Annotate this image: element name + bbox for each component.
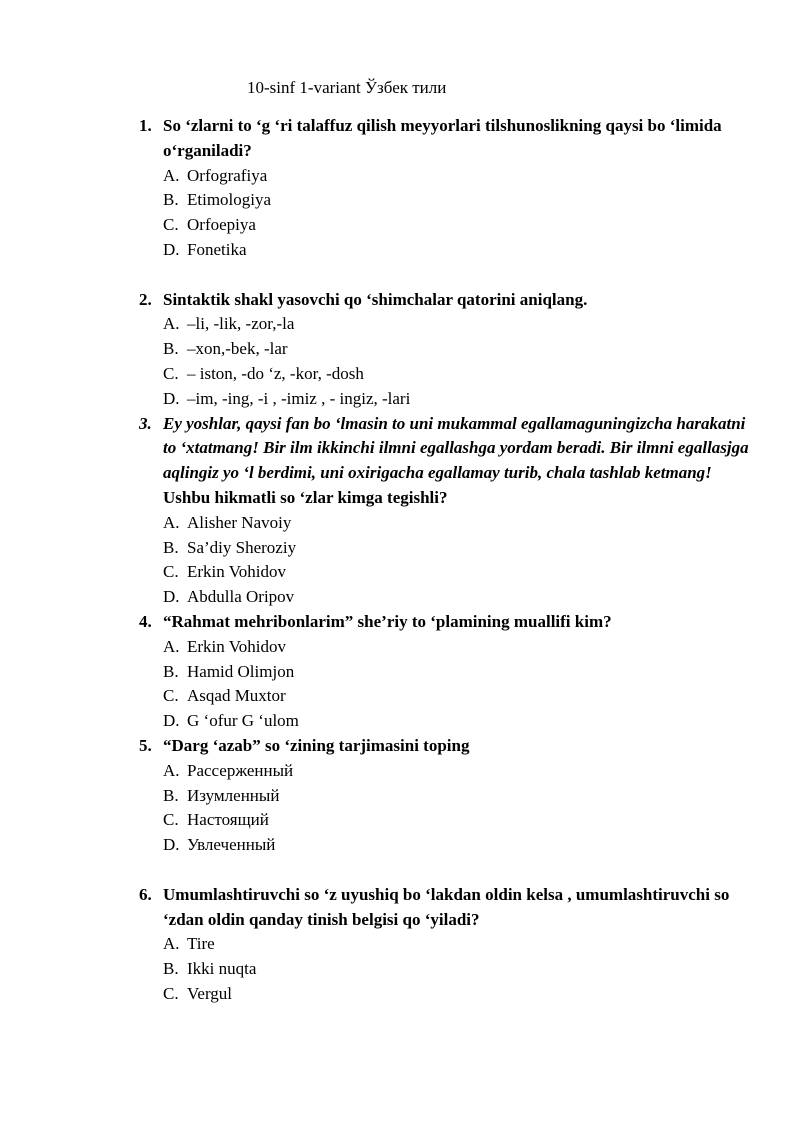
option-text: Sa’diy Sheroziy <box>187 537 297 557</box>
option-d <box>163 387 800 412</box>
option-text: Tire <box>187 934 215 954</box>
option-b <box>163 337 800 362</box>
option-letter: C. <box>163 363 179 383</box>
question-quote: Ey yoshlar, qaysi fan bo ‘lmasin to uni mukammal egallamaguningizcha harakatni to ‘xtatmang! Bir ilm ikkinchi ilmni egallashga yordam beradi. Bir ilmni egallasjga aqlingiz yo ‘l berdimi, uni oxirigacha egallamay turib, chala tashlab ketmang! <box>163 413 749 483</box>
question-list <box>0 114 800 1007</box>
option-text: Hamid Olimjon <box>187 661 295 681</box>
option-letter: A. <box>163 165 180 185</box>
option-letter: A. <box>163 636 180 656</box>
option-d <box>163 709 800 734</box>
option-text: Orfografiya <box>187 165 268 185</box>
document-title: 10-sinf 1-variant Ўзбек тили <box>247 78 447 97</box>
question-text: “Rahmat mehribonlarim” she’riy to ‘plamining muallifi kim? <box>163 611 612 631</box>
option-text: Erkin Vohidov <box>187 636 287 656</box>
option-letter: A. <box>163 512 180 532</box>
question-text: Sintaktik shakl yasovchi qo ‘shimchalar qatorini aniqlang. <box>163 289 588 309</box>
option-a <box>163 511 800 536</box>
option-letter: D. <box>163 388 180 408</box>
option-text: Изумленный <box>187 785 280 805</box>
option-text: Etimologiya <box>187 190 272 210</box>
option-d <box>163 833 800 858</box>
option-a <box>163 932 800 957</box>
option-letter: B. <box>163 190 179 210</box>
question-number: 1. <box>139 116 152 135</box>
question-number: 4. <box>139 611 152 631</box>
option-letter: C. <box>163 810 179 830</box>
option-letter: D. <box>163 835 180 855</box>
option-text: Alisher Navoiy <box>187 512 292 532</box>
option-text: G ‘ofur G ‘ulom <box>187 711 299 731</box>
question-2 <box>0 288 800 412</box>
option-text: Ikki nuqta <box>187 959 257 979</box>
option-d <box>163 238 800 263</box>
option-b <box>163 188 800 213</box>
option-c <box>163 362 800 387</box>
option-letter: C. <box>163 983 179 1003</box>
question-4 <box>0 610 800 734</box>
option-list <box>163 312 800 411</box>
option-letter: A. <box>163 934 180 954</box>
question-number: 3. <box>139 413 152 433</box>
option-letter: A. <box>163 314 180 334</box>
option-letter: D. <box>163 711 180 731</box>
option-letter: B. <box>163 661 179 681</box>
blank-line <box>0 858 800 883</box>
option-a <box>163 312 800 337</box>
question-3 <box>0 412 800 610</box>
option-c <box>163 982 800 1007</box>
option-letter: B. <box>163 537 179 557</box>
question-number: 2. <box>139 289 152 309</box>
option-text: Настоящий <box>187 810 269 830</box>
option-text: Vergul <box>187 983 233 1003</box>
option-list <box>163 759 800 858</box>
question-text: Ushbu hikmatli so ‘zlar kimga tegishli? <box>163 487 448 507</box>
option-c <box>163 684 800 709</box>
option-d <box>163 585 800 610</box>
option-c <box>163 560 800 585</box>
option-list <box>163 164 800 263</box>
question-number: 5. <box>139 735 152 755</box>
option-text: –li, -lik, -zor,-la <box>187 314 295 334</box>
question-6 <box>0 883 800 1007</box>
option-text: – iston, -do ‘z, -kor, -dosh <box>187 363 364 383</box>
option-text: Abdulla Oripov <box>187 587 295 607</box>
option-letter: B. <box>163 339 179 359</box>
option-c <box>163 213 800 238</box>
option-text: Рассерженный <box>187 760 294 780</box>
option-text: Увлеченный <box>187 835 276 855</box>
option-letter: B. <box>163 959 179 979</box>
option-list <box>163 932 800 1006</box>
option-b <box>163 784 800 809</box>
option-letter: D. <box>163 587 180 607</box>
question-5 <box>0 734 800 883</box>
question-number: 6. <box>139 884 152 904</box>
option-b <box>163 536 800 561</box>
option-a <box>163 759 800 784</box>
question-1 <box>0 114 800 288</box>
option-c <box>163 808 800 833</box>
question-text: So ‘zlarni to ‘g ‘ri talaffuz qilish meyyorlari tilshunoslikning qaysi bo ‘limida o‘rganiladi? <box>163 116 722 160</box>
blank-line <box>0 263 800 288</box>
option-letter: D. <box>163 239 180 259</box>
option-b <box>163 660 800 685</box>
option-letter: A. <box>163 760 180 780</box>
option-letter: C. <box>163 215 179 235</box>
option-text: Orfoepiya <box>187 215 256 235</box>
question-text: Umumlashtiruvchi so ‘z uyushiq bo ‘lakdan oldin kelsa , umumlashtiruvchi so ‘zdan oldin qanday tinish belgisi qo ‘yiladi? <box>163 884 730 929</box>
option-list <box>163 511 800 610</box>
option-letter: C. <box>163 686 179 706</box>
option-list <box>163 635 800 734</box>
option-text: Asqad Muxtor <box>187 686 286 706</box>
option-text: –im, -ing, -i , -imiz , - ingiz, -lari <box>187 388 411 408</box>
question-text: “Darg ‘azab” so ‘zining tarjimasini toping <box>163 735 470 755</box>
option-a <box>163 635 800 660</box>
option-text: Fonetika <box>187 239 247 259</box>
option-letter: B. <box>163 785 179 805</box>
option-text: Erkin Vohidov <box>187 562 287 582</box>
option-letter: C. <box>163 562 179 582</box>
option-a <box>163 164 800 189</box>
option-text: –xon,-bek, -lar <box>187 339 288 359</box>
option-b <box>163 957 800 982</box>
